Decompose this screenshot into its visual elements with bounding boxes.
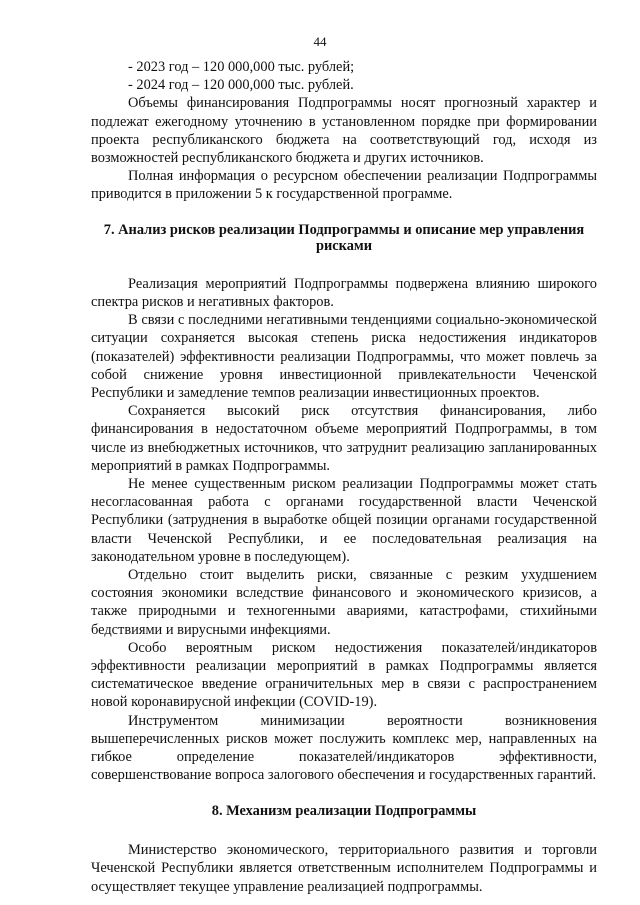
- section-7-paragraph: Реализация мероприятий Подпрограммы подвержена влиянию широкого спектра рисков и негативных факторов.: [91, 275, 597, 311]
- section-7-heading: 7. Анализ рисков реализации Подпрограммы и описание мер управления рисками: [103, 221, 585, 255]
- page-content: [91, 58, 597, 896]
- section-7-paragraph: Инструментом минимизации вероятности возникновения вышеперечисленных рисков может послужить комплекс мер, направленных на гибкое определение показателей/индикаторов эффективности, совершенствование вопроса залогового обеспечения и государственных гарантий.: [91, 712, 597, 784]
- funding-forecast-paragraph: Объемы финансирования Подпрограммы носят прогнозный характер и подлежат ежегодному уточнению в установленном порядке при формировании проекта республиканского бюджета на соответствующий год, исходя из возможностей республиканского бюджета и других источников.: [91, 95, 597, 167]
- funding-line-2024: - 2024 год – 120 000,000 тыс. рублей.: [128, 77, 354, 94]
- funding-line-2023: - 2023 год – 120 000,000 тыс. рублей;: [128, 59, 355, 75]
- resource-info-paragraph: Полная информация о ресурсном обеспечении реализации Подпрограммы приводится в приложении 5 к государственной программе.: [91, 168, 597, 203]
- section-7-paragraph: В связи с последними негативными тенденциями социально-экономической ситуации сохраняется высокая степень риска недостижения индикаторов (показателей) эффективности реализации Подпрограммы, что может повлечь за собой снижение уровня инвестиционной привлекательности Чеченской Республики и замедление темпов реализации инвестиционных проектов.: [91, 312, 597, 402]
- section-7-paragraph: Отдельно стоит выделить риски, связанные с резким ухудшением состояния экономики вследствие финансового и экономического кризисов, а также природными и техногенными авариями, катастрофами, стихийными бедствиями и вирусными инфекциями.: [91, 567, 597, 638]
- section-7-paragraph: Не менее существенным риском реализации Подпрограммы может стать несогласованная работа с органами государственной власти Чеченской Республики (затруднения в выработке общей позиции органами государственной власти Чеченской Республики, и ее последовательная реализация на законодательном уровне в последующем).: [91, 476, 597, 565]
- section-8-heading: 8. Механизм реализации Подпрограммы: [211, 802, 477, 819]
- section-7-paragraph: Особо вероятным риском недостижения показателей/индикаторов эффективности реализации мероприятий в рамках Подпрограммы является систематическое введение ограничительных мер в связи с распространением новой коронавирусной инфекции (COVID-19).: [91, 639, 597, 711]
- section-8-paragraph: Министерство экономического, территориального развития и торговли Чеченской Республики является ответственным исполнителем Подпрограммы и осуществляет текущее управление реализацией подпрограммы.: [91, 842, 597, 895]
- section-7-paragraph: Сохраняется высокий риск отсутствия финансирования, либо финансирования в недостаточном объеме мероприятий Подпрограммы, в том числе из внебюджетных источников, что затруднит реализацию запланированных мероприятий в рамках Подпрограммы.: [91, 403, 597, 474]
- page-number: 44: [313, 34, 327, 49]
